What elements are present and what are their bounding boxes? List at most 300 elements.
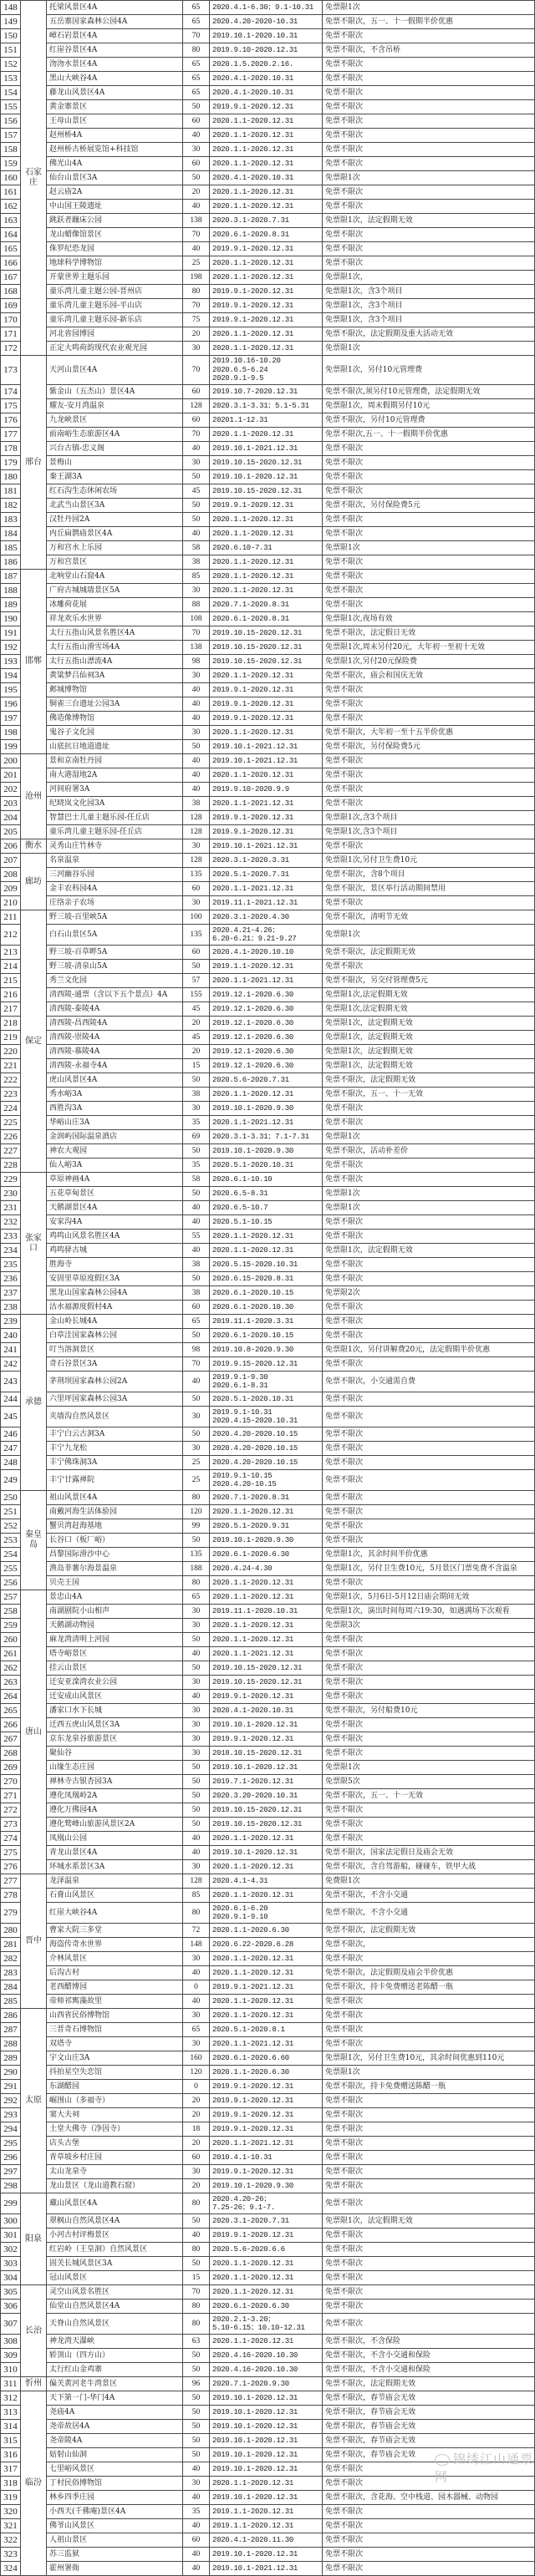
usage-terms: 免票不限次，持卡免费赠送老陈醋一瓶	[323, 1980, 535, 1995]
ticket-price: 20	[183, 2108, 210, 2122]
valid-period: 2020.5.1-2020.8.1	[210, 2023, 323, 2037]
table-row	[1, 1924, 535, 1938]
spot-name: 夹墙沟自然风景区	[47, 1407, 183, 1427]
row-number: 317	[1, 2462, 21, 2477]
spot-name: 石膏山风景区	[47, 1889, 183, 1903]
ticket-price: 38	[183, 1286, 210, 1301]
usage-terms: 免票不限次，法定假期无效	[323, 1924, 535, 1938]
table-row	[1, 754, 535, 768]
row-number: 310	[1, 2363, 21, 2377]
table-row	[1, 2505, 535, 2519]
row-number: 175	[1, 399, 21, 413]
row-number: 287	[1, 2023, 21, 2037]
spot-name: 天鹅湖景区4A	[47, 1201, 183, 1215]
ticket-price: 50	[183, 1329, 210, 1343]
usage-terms: 免票不限次，法定假期无效	[323, 2377, 535, 2391]
usage-terms: 免票不限次，另付保险费5元	[323, 740, 535, 754]
usage-terms: 免票不限次	[323, 1102, 535, 1116]
row-number: 156	[1, 114, 21, 129]
valid-period: 2020.4.20-2020.10.15	[210, 1442, 323, 1456]
spot-name: 后沟古村	[47, 1966, 183, 1980]
row-number: 231	[1, 1201, 21, 1215]
ticket-price: 120	[183, 2066, 210, 2080]
spot-name: 黄粱梦吕仙祠3A	[47, 669, 183, 683]
ticket-price: 60	[183, 114, 210, 129]
usage-terms: 免票不限次	[323, 1301, 535, 1315]
ticket-price: 40	[183, 1832, 210, 1846]
row-number: 268	[1, 1747, 21, 1761]
table-row	[1, 2519, 535, 2533]
table-row	[1, 2066, 535, 2080]
spot-name: 红岩岭（王皇洞）自然风景区	[47, 2243, 183, 2257]
usage-terms: 免票不限次	[323, 1718, 535, 1732]
ticket-price: 60	[183, 413, 210, 428]
valid-period: 2019.12.1-2020.6.30	[210, 1045, 323, 1059]
row-number: 247	[1, 1442, 21, 1456]
spot-name: 龙泽温泉	[47, 1874, 183, 1889]
spot-name: 神农大观园	[47, 1144, 183, 1159]
table-row	[1, 2051, 535, 2066]
usage-terms: 免票不限次	[323, 2271, 535, 2285]
row-number: 153	[1, 72, 21, 86]
spot-name: 野三坡-清泉山5A	[47, 960, 183, 974]
table-row	[1, 356, 535, 385]
valid-period: 2020.6.1-2020.6.30	[210, 2300, 323, 2314]
table-row	[1, 669, 535, 683]
row-number: 221	[1, 1059, 21, 1073]
spot-name: 清西陵-通票（含以下五个景点）4A	[47, 988, 183, 1002]
ticket-price: 69	[183, 1130, 210, 1144]
table-row	[1, 2314, 535, 2335]
table-row	[1, 1952, 535, 1966]
valid-period: 2019.9.1-2020.12.31	[210, 811, 323, 825]
ticket-price: 65	[183, 72, 210, 86]
table-row	[1, 2285, 535, 2300]
spot-name: 河北省园博园	[47, 327, 183, 342]
row-number: 207	[1, 854, 21, 868]
valid-period: 2019.9.1-2020.12.31	[210, 2165, 323, 2179]
valid-period: 2020.5.1-2020.10.31	[210, 1159, 323, 1173]
row-number: 272	[1, 1803, 21, 1818]
usage-terms: 免票不限次，另付船费10元	[323, 1704, 535, 1718]
row-number: 208	[1, 868, 21, 882]
table-row	[1, 1301, 535, 1315]
usage-terms: 免票限1次	[323, 1201, 535, 1215]
valid-period: 2020.1.1-2020.12.31	[210, 428, 323, 442]
row-number: 225	[1, 1116, 21, 1130]
ticket-price: 70	[183, 29, 210, 43]
usage-terms: 免票不限次	[323, 2562, 535, 2576]
table-row	[1, 726, 535, 740]
ticket-price: 96	[183, 2377, 210, 2391]
table-row	[1, 1073, 535, 1088]
usage-terms: 免票不限次	[323, 1995, 535, 2009]
valid-period: 2019.10.1-2020.9.30	[210, 2179, 323, 2193]
ticket-price: 30	[183, 584, 210, 598]
table-row	[1, 1590, 535, 1605]
usage-terms: 免票限1次，法定假期无效	[323, 2214, 535, 2229]
ticket-price: 65	[183, 1315, 210, 1329]
table-row	[1, 1258, 535, 1272]
valid-period: 2020.5.1-2020.7.31	[210, 868, 323, 882]
table-row	[1, 1059, 535, 1073]
table-row	[1, 555, 535, 570]
usage-terms: 免票不限次	[323, 1576, 535, 1590]
usage-terms: 免票限1次，另付卫生费10元，5月景区门票免费不含温泉	[323, 1562, 535, 1576]
row-number: 195	[1, 683, 21, 697]
usage-terms: 免票不限次	[323, 2009, 535, 2023]
row-number: 236	[1, 1272, 21, 1286]
table-row	[1, 2448, 535, 2462]
valid-period: 2019.9.1-2020.12.31	[210, 299, 323, 313]
row-number: 244	[1, 1392, 21, 1407]
ticket-price: 65	[183, 1, 210, 15]
valid-period: 2020.1.1-2020.6.30	[210, 2066, 323, 2080]
usage-terms: 免票不限次	[323, 1456, 535, 1470]
spot-name: 正定大鸣荷韵现代农业观光园	[47, 342, 183, 356]
table-row	[1, 2108, 535, 2122]
usage-terms: 免票不限次	[323, 2037, 535, 2051]
usage-terms: 免票限1次	[323, 1130, 535, 1144]
ticket-price: 80	[183, 2300, 210, 2314]
valid-period: 2020.6.1-2020.8.31	[210, 612, 323, 626]
spot-name: 迁安亚滦湾农业公园	[47, 1676, 183, 1690]
valid-period: 2019.10.1-2020.12.31	[210, 1761, 323, 1775]
table-row	[1, 327, 535, 342]
usage-terms: 免票不限次	[323, 1633, 535, 1647]
spot-name: 贝壳王国	[47, 1576, 183, 1590]
table-row	[1, 541, 535, 555]
usage-terms: 免票不限次	[323, 2179, 535, 2193]
spot-name: 纪晓岚文化园3A	[47, 797, 183, 811]
valid-period: 2020.1.1-2020.12.31	[210, 256, 323, 271]
row-number: 290	[1, 2066, 21, 2080]
ticket-price: 70	[183, 228, 210, 242]
valid-period: 2020.6.10-7.31	[210, 541, 323, 555]
spot-name: 崛围山（多福寺）	[47, 2094, 183, 2108]
ticket-price: 60	[183, 1301, 210, 1315]
usage-terms: 免票不限次，春节庙会无效	[323, 2420, 535, 2434]
spot-name: 渔岛菲薯尔海景温泉	[47, 1562, 183, 1576]
table-row	[1, 896, 535, 910]
row-number: 284	[1, 1980, 21, 1995]
table-row	[1, 1315, 535, 1329]
table-row	[1, 839, 535, 854]
table-row	[1, 825, 535, 839]
usage-terms: 免票不限次	[323, 584, 535, 598]
usage-terms: 免票限1次，法定假期无效	[323, 1045, 535, 1059]
usage-terms: 免票不限次，法定假期无效	[323, 946, 535, 960]
valid-period: 2020.6.1-10.10	[210, 1173, 323, 1187]
usage-terms: 免票不限次	[323, 2108, 535, 2122]
valid-period: 2019.9.1-2020.12.31	[210, 100, 323, 114]
table-row	[1, 342, 535, 356]
ticket-price: 40	[183, 242, 210, 256]
usage-terms: 免票不限次,五一、十一假期半价优惠	[323, 428, 535, 442]
row-number: 224	[1, 1102, 21, 1116]
region-cell: 太原	[21, 2009, 47, 2193]
spot-name: 秀兰文化园	[47, 974, 183, 988]
row-number: 228	[1, 1159, 21, 1173]
table-row	[1, 1329, 535, 1343]
usage-terms: 免票不限次	[323, 1315, 535, 1329]
row-number: 182	[1, 499, 21, 513]
usage-terms: 免票限1次，含3个项目	[323, 299, 535, 313]
row-number: 179	[1, 456, 21, 470]
row-number: 309	[1, 2349, 21, 2363]
table-row	[1, 1576, 535, 1590]
table-row	[1, 2434, 535, 2448]
ticket-price: 72	[183, 1924, 210, 1938]
ticket-price: 15	[183, 2271, 210, 2285]
table-row	[1, 2271, 535, 2285]
spot-name: 海盗传奇水世界	[47, 1938, 183, 1952]
row-number: 171	[1, 327, 21, 342]
usage-terms: 免票不限次	[323, 1272, 535, 1286]
valid-period: 2020.1.1-2021.12.31	[210, 882, 323, 896]
usage-terms: 免票不限次	[323, 129, 535, 143]
ticket-price: 40	[183, 1995, 210, 2009]
row-number: 288	[1, 2037, 21, 2051]
table-row	[1, 442, 535, 456]
spot-name: 庄络亲子农场	[47, 896, 183, 910]
row-number: 255	[1, 1562, 21, 1576]
row-number: 217	[1, 1002, 21, 1017]
valid-period: 2019.10.1-2021.12.31	[210, 442, 323, 456]
valid-period: 2019.10.1-2021.12.31	[210, 740, 323, 754]
spot-name: 侏罗纪恐龙园	[47, 242, 183, 256]
spot-name: 童乐湾儿童主题乐园-平山店	[47, 299, 183, 313]
ticket-price: 25	[183, 256, 210, 271]
usage-terms: 免票不限次	[323, 598, 535, 612]
spot-name: 汉牡丹园2A	[47, 513, 183, 527]
row-number: 252	[1, 1519, 21, 1534]
ticket-price: 57	[183, 974, 210, 988]
valid-period: 2019.10.1-2020.12.31	[210, 2406, 323, 2420]
ticket-price: 25	[183, 1456, 210, 1470]
usage-terms: 免票不限次	[323, 1357, 535, 1372]
ticket-price: 70	[183, 428, 210, 442]
usage-terms: 免票不限次	[323, 2257, 535, 2271]
usage-terms: 免票限1次，其余时间半价优惠	[323, 1548, 535, 1562]
table-row	[1, 2165, 535, 2179]
spot-name: 东湖醋园	[47, 2080, 183, 2094]
ticket-price: 30	[183, 1407, 210, 1427]
ticket-price: 88	[183, 598, 210, 612]
valid-period: 2020.4.1-6.30；9.1-10.31	[210, 1, 323, 15]
row-number: 323	[1, 2548, 21, 2562]
spot-name: 白草洼国家森林公园	[47, 1329, 183, 1343]
ticket-price: 50	[183, 513, 210, 527]
spot-name: 嶂石岩景区4A	[47, 29, 183, 43]
row-number: 154	[1, 86, 21, 100]
valid-period: 2020.6.1-2020.6.60	[210, 2051, 323, 2066]
row-number: 253	[1, 1534, 21, 1548]
row-number: 223	[1, 1088, 21, 1102]
row-number: 239	[1, 1315, 21, 1329]
ticket-price: 40	[183, 129, 210, 143]
row-number: 157	[1, 129, 21, 143]
table-row	[1, 1818, 535, 1832]
usage-terms: 免票不限次	[323, 768, 535, 783]
ticket-price: 50	[183, 100, 210, 114]
usage-terms: 免票限1次，含3个项目	[323, 313, 535, 327]
spot-name: 仙台山景区3A	[47, 171, 183, 185]
ticket-price: 50	[183, 171, 210, 185]
valid-period: 2020.1.1-2020.12.31	[210, 1619, 323, 1633]
table-row	[1, 740, 535, 754]
spot-name: 翠枫山自然风景区4A	[47, 2214, 183, 2229]
valid-period: 2020.7.1-2020.8.31	[210, 598, 323, 612]
spot-name: 野三坡-百草畔5A	[47, 946, 183, 960]
spot-name: 胜海寺	[47, 1258, 183, 1272]
row-number: 176	[1, 413, 21, 428]
ticket-price: 40	[183, 783, 210, 797]
valid-period: 2019.10.1-2020.12.31	[210, 2434, 323, 2448]
valid-period: 2019.10.15-2020.12.31	[210, 655, 323, 669]
row-number: 315	[1, 2434, 21, 2448]
usage-terms: 免票不限次	[323, 797, 535, 811]
valid-period: 2019.10.7-2020.12.31	[210, 385, 323, 399]
ticket-price: 50	[183, 2406, 210, 2420]
ticket-price: 65	[183, 86, 210, 100]
table-row	[1, 2562, 535, 2576]
usage-terms: 免票限1次，另付10元管理费	[323, 356, 535, 385]
table-row	[1, 697, 535, 712]
table-row	[1, 171, 535, 185]
ticket-price: 60	[183, 882, 210, 896]
ticket-price: 30	[183, 2165, 210, 2179]
usage-terms: 免票限1次，法定假期无效	[323, 1017, 535, 1031]
valid-period: 2020.6.22-2020.6.28	[210, 1938, 323, 1952]
row-number: 169	[1, 299, 21, 313]
usage-terms: 免票不限次	[323, 2122, 535, 2137]
region-cell: 秦皇岛	[21, 1491, 47, 1590]
valid-period: 2019.7.1-2020.12.31	[210, 1775, 323, 1789]
row-number: 163	[1, 214, 21, 228]
usage-terms: 免票不限次	[323, 470, 535, 484]
ticket-price: 40	[183, 2548, 210, 2562]
ticket-price: 70	[183, 626, 210, 641]
spot-name: 安固里草原度假区3A	[47, 1272, 183, 1286]
ticket-price: 20	[183, 1017, 210, 1031]
spot-name: 丁村民俗博物馆	[47, 2477, 183, 2491]
spot-name: 窦大夫祠	[47, 2108, 183, 2122]
ticket-price: 85	[183, 570, 210, 584]
usage-terms: 免票不限次，五一、十一无效	[323, 1789, 535, 1803]
row-number: 178	[1, 442, 21, 456]
spot-name: 六里坪国家森林公园3A	[47, 1392, 183, 1407]
usage-terms: 免票限1次，周末假期另付10元	[323, 399, 535, 413]
ticket-price: 58	[183, 1173, 210, 1187]
row-number: 296	[1, 2151, 21, 2165]
table-row	[1, 1647, 535, 1661]
usage-terms: 免票限1次	[323, 1187, 535, 1201]
spot-name: 丰宁甘露禅院	[47, 1470, 183, 1491]
usage-terms: 免票不限次	[323, 1442, 535, 1456]
ticket-price: 60	[183, 157, 210, 171]
table-row	[1, 2023, 535, 2037]
ticket-price: 198	[183, 271, 210, 285]
spot-name: 环城水系景区3A	[47, 1860, 183, 1874]
valid-period: 2020.5.1-2020.10.31	[210, 1392, 323, 1407]
usage-terms: 免票不限次，含花海、空中栈道、园木器械、动物园	[323, 2491, 535, 2505]
table-row	[1, 1519, 535, 1534]
table-row	[1, 1874, 535, 1889]
row-number: 291	[1, 2080, 21, 2094]
usage-terms: 免票不限次	[323, 2137, 535, 2151]
valid-period: 2019.10.1-2020.9.30	[210, 1102, 323, 1116]
spot-name: 轿顶山（四方山）	[47, 2349, 183, 2363]
ticket-price: 60	[183, 2151, 210, 2165]
region-cell: 张家口	[21, 1173, 47, 1315]
valid-period: 2020.1.1-2020.12.31	[210, 1966, 323, 1980]
row-number: 263	[1, 1676, 21, 1690]
usage-terms: 免票不限次	[323, 1159, 535, 1173]
valid-period: 2019.10.15-2020.12.31	[210, 456, 323, 470]
usage-terms: 免票不限次，不含小交通和保险	[323, 2363, 535, 2377]
table-row	[1, 570, 535, 584]
valid-period: 2019.10.15-2020.12.31	[210, 1803, 323, 1818]
usage-terms: 免票限2次	[323, 1286, 535, 1301]
ticket-price: 80	[183, 43, 210, 58]
ticket-price: 30	[183, 1619, 210, 1633]
spot-name: 双塔寺	[47, 2037, 183, 2051]
table-row	[1, 1017, 535, 1031]
valid-period: 2019.10.1-2020.12.31	[210, 2548, 323, 2562]
row-number: 211	[1, 910, 21, 925]
spot-name: 红崖大峡谷4A	[47, 1903, 183, 1924]
valid-period: 2020.1.1-2020.12.31	[210, 157, 323, 171]
valid-period: 2019.10.8-2020.9.30	[210, 1343, 323, 1357]
spot-name: 土堂大佛寺（净因寺）	[47, 2122, 183, 2137]
table-row	[1, 1903, 535, 1924]
valid-period: 2019.10.1-2020.10.31	[210, 29, 323, 43]
valid-period: 2020.4.1-2020.10.31	[210, 171, 323, 185]
row-number: 150	[1, 29, 21, 43]
table-row	[1, 584, 535, 598]
table-row	[1, 1, 535, 15]
ticket-price: 75	[183, 313, 210, 327]
row-number: 222	[1, 1073, 21, 1088]
usage-terms: 免票不限次，法定假日无效	[323, 626, 535, 641]
row-number: 188	[1, 584, 21, 598]
table-row	[1, 114, 535, 129]
ticket-price: 40	[183, 527, 210, 541]
row-number: 181	[1, 484, 21, 499]
row-number: 242	[1, 1357, 21, 1372]
table-row	[1, 1832, 535, 1846]
table-row	[1, 1045, 535, 1059]
usage-terms: 免票不限次	[323, 1407, 535, 1427]
spot-name: 神龙湾天瀑峡	[47, 2335, 183, 2349]
row-number: 232	[1, 1215, 21, 1230]
ticket-price: 80	[183, 2243, 210, 2257]
ticket-price: 50	[183, 499, 210, 513]
ticket-price: 40	[183, 2462, 210, 2477]
table-row	[1, 2300, 535, 2314]
table-row	[1, 1102, 535, 1116]
valid-period: 2019.9.1-2020.12.31	[210, 313, 323, 327]
row-number: 162	[1, 200, 21, 214]
spot-name: 凤凰山公园	[47, 1832, 183, 1846]
table-row	[1, 1548, 535, 1562]
valid-period: 2019.10.1-2020.12.31	[210, 1846, 323, 1860]
table-row	[1, 72, 535, 86]
spot-name: 麻龙湾清明上河园	[47, 1633, 183, 1647]
usage-terms: 免票限1次	[323, 171, 535, 185]
table-row	[1, 910, 535, 925]
